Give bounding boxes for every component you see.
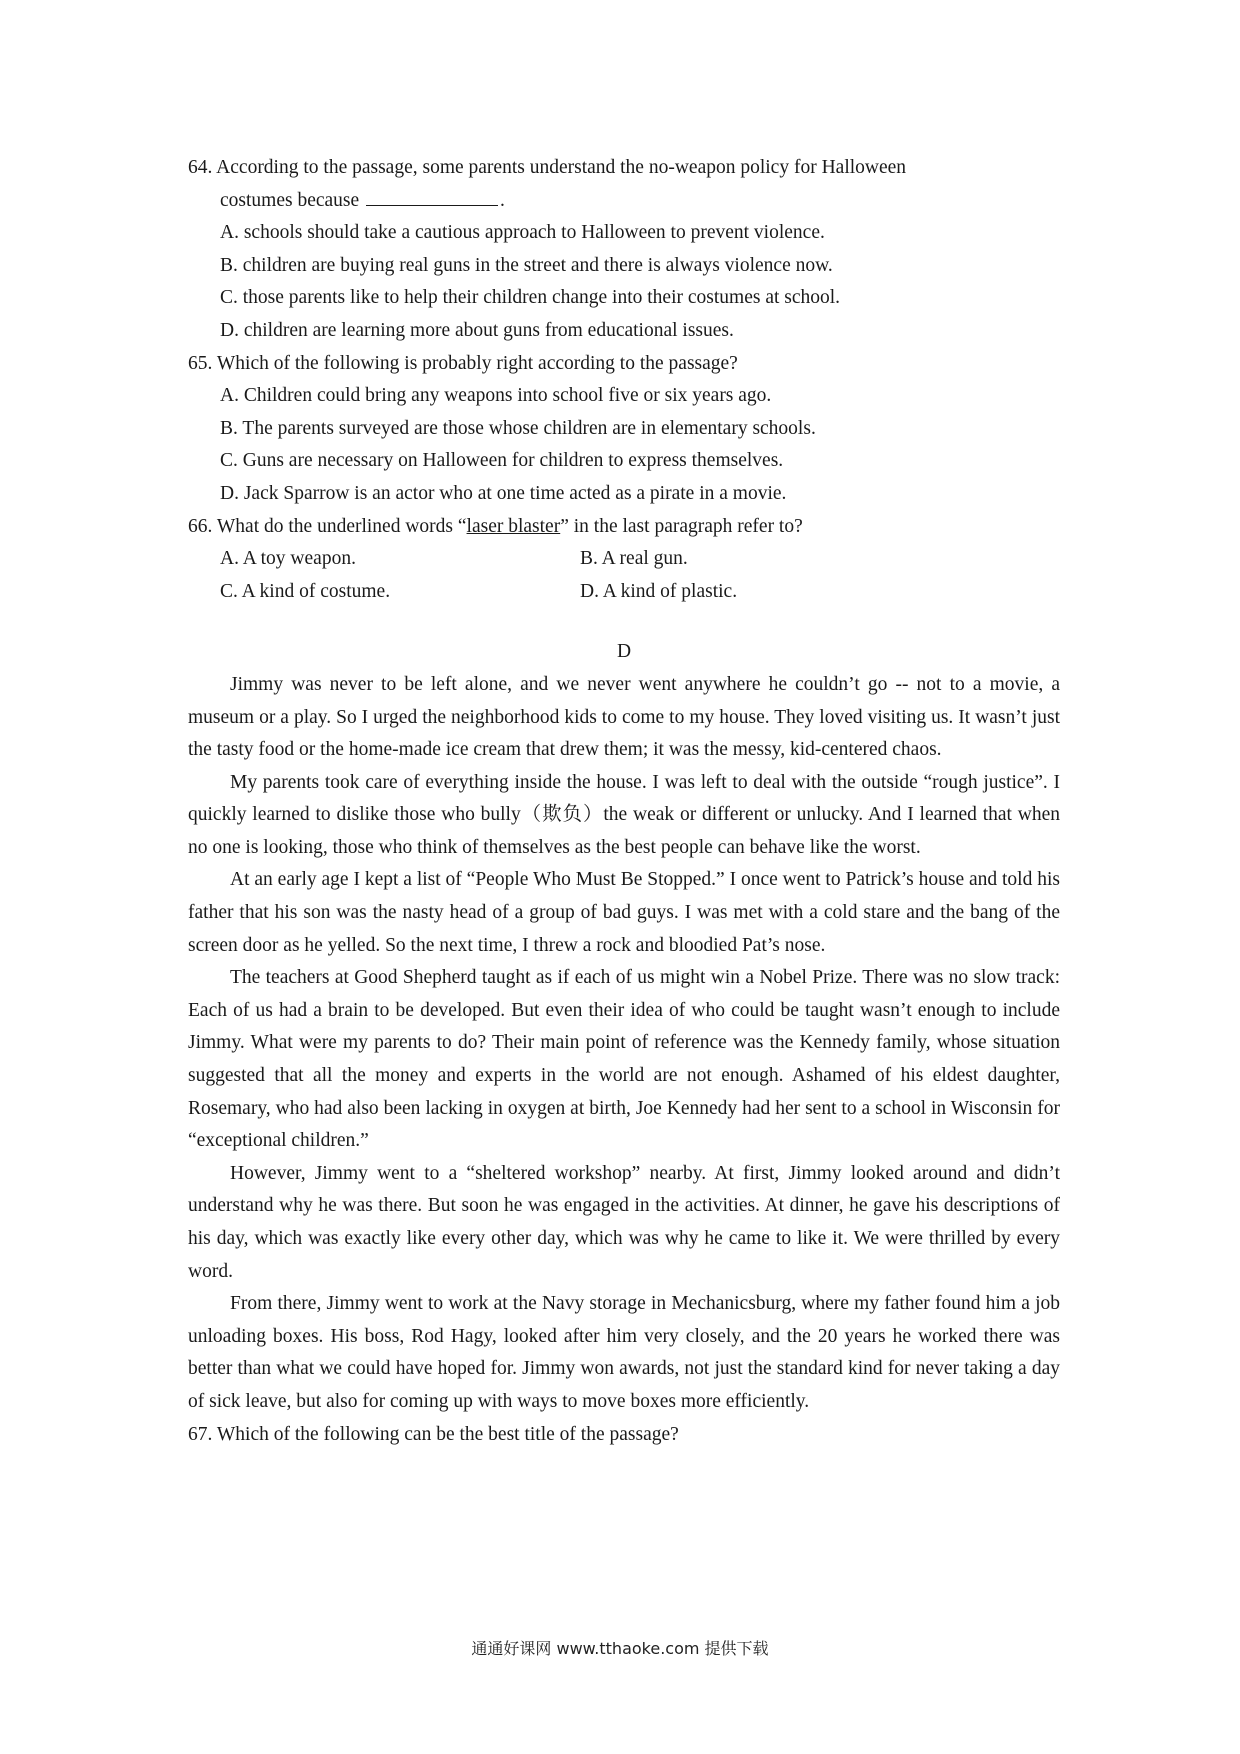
passage-paragraph-4: The teachers at Good Shepherd taught as if each of us might win a Nobel Prize. There was no slow track: Each of us had a brain to be developed. But even their idea of who could be taught wasn’t enough to include Jimmy. What were my parents to do? Their main point of reference was the Kennedy family, whose situation suggested that all the money and experts in the world are not enough. Ashamed of his eldest daughter, Rosemary, who had also been lacking in oxygen at birth, Joe Kennedy had her sent to a school in Wisconsin for “exceptional children.” — [188, 967, 1060, 1152]
passage-paragraph-5: However, Jimmy went to a “sheltered workshop” nearby. At first, Jimmy looked around and didn’t understand why he was there. But soon he was engaged in the activities. At dinner, he gave his descriptions of his day, which was exactly like every other day, which was why he came to like it. We were thrilled by every word. — [188, 1162, 1060, 1282]
passage-paragraph-1: Jimmy was never to be left alone, and we never went anywhere he couldn’t go -- not to a movie, a museum or a play. So I urged the neighborhood kids to come to my house. They loved visiting us. It wasn’t just the tasty food or the home-made ice cream that drew them; it was the messy, kid-centered chaos. — [188, 673, 1060, 761]
option-64-c: C. those parents like to help their children change into their costumes at school. — [220, 287, 841, 309]
option-66-d: D. A kind of plastic. — [580, 580, 738, 602]
option-64-d: D. children are learning more about guns from educational issues. — [220, 319, 734, 341]
option-65-d: D. Jack Sparrow is an actor who at one time acted as a pirate in a movie. — [220, 482, 787, 504]
option-66-a: A. A toy weapon. — [220, 548, 356, 570]
underlined-words: laser blaster — [466, 515, 561, 537]
section-title: D — [616, 641, 632, 663]
page-footer: 通通好课网 www.tthaoke.com 提供下载 — [471, 1639, 769, 1658]
question-64-stem-line2 — [188, 185, 1060, 218]
question-66-stem — [188, 511, 1060, 544]
question-66 — [188, 511, 1060, 609]
question-65 — [188, 348, 1060, 511]
answer-blank — [366, 187, 498, 206]
question-64-stem-line1: 64. According to the passage, some parents understand the no-weapon policy for Halloween — [188, 157, 907, 178]
option-65-a: A. Children could bring any weapons into school five or six years ago. — [220, 385, 772, 407]
option-66-b: B. A real gun. — [580, 548, 688, 570]
option-66-c: C. A kind of costume. — [220, 580, 391, 602]
question-64-stem-text: costumes because — [220, 189, 365, 211]
option-row-66-cd — [188, 576, 1060, 609]
question-66-stem-start: 66. What do the underlined words “ — [188, 515, 467, 537]
passage-paragraph-2: My parents took care of everything inside the house. I was left to deal with the outside “rough justice”. I quickly learned to dislike those who bully（欺负）the weak or different or unlucky. And I learned that when no one is looking, those who think of themselves as the best people can behave like the worst. — [188, 771, 1060, 858]
passage-d — [188, 669, 1060, 1419]
question-67-stem: 67. Which of the following can be the best title of the passage? — [188, 1423, 679, 1445]
option-row-66-ab — [188, 543, 1060, 576]
option-65-b: B. The parents surveyed are those whose children are in elementary schools. — [220, 417, 816, 439]
option-65-c: C. Guns are necessary on Halloween for children to express themselves. — [220, 450, 784, 472]
passage-paragraph-6: From there, Jimmy went to work at the Navy storage in Mechanicsburg, where my father found him a job unloading boxes. His boss, Rod Hagy, looked after him very closely, and the 20 years he worked there was better than what we could have hoped for. Jimmy won awards, not just the standard kind for never taking a day of sick leave, but also for coming up with ways to move boxes more efficiently. — [188, 1293, 1060, 1412]
passage-paragraph-3: At an early age I kept a list of “People Who Must Be Stopped.” I once went to Patrick’s house and told his father that his son was the nasty head of a group of bad guys. I was met with a cold stare and the bang of the screen door as he yelled. So the next time, I threw a rock and bloodied Pat’s nose. — [188, 869, 1060, 956]
question-65-stem: 65. Which of the following is probably right according to the passage? — [188, 352, 738, 374]
question-64 — [188, 152, 1060, 348]
question-66-stem-end: ” in the last paragraph refer to? — [560, 515, 803, 537]
question-64-stem-end: . — [500, 189, 505, 211]
option-64-b: B. children are buying real guns in the street and there is always violence now. — [220, 254, 833, 276]
exam-page — [188, 152, 1060, 1451]
option-64-a: A. schools should take a cautious approach to Halloween to prevent violence. — [220, 222, 825, 244]
